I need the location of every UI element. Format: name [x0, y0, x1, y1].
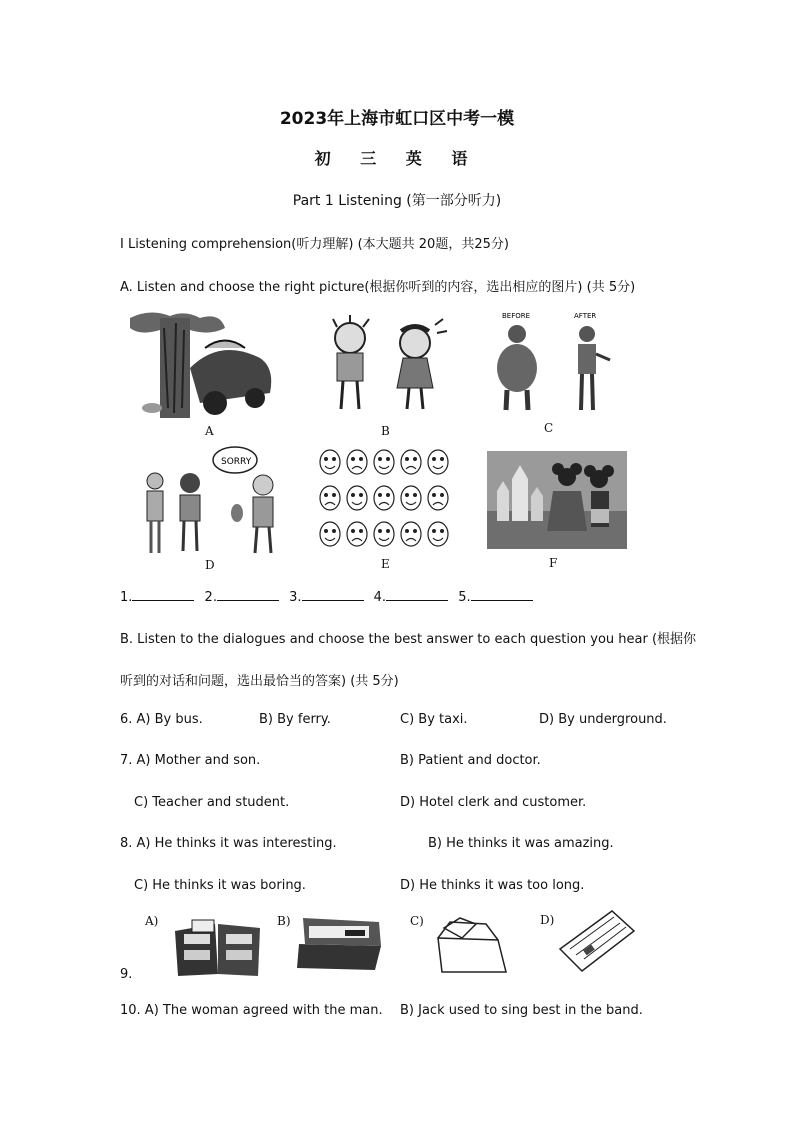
long-wallet-picture: [556, 909, 636, 975]
blank-label: 2.: [204, 590, 217, 605]
emoji-face-icon: [320, 450, 340, 474]
emoji-faces-picture: [318, 448, 452, 554]
q9-option-label: D): [540, 913, 555, 927]
open-wallet-cards-picture: [170, 916, 265, 978]
q9-number: 9.: [120, 967, 133, 982]
folded-wallet-picture: [428, 914, 518, 976]
blank-label: 3.: [289, 590, 302, 605]
emoji-face-icon: [374, 522, 394, 546]
answer-blank[interactable]: [302, 588, 364, 601]
emoji-face-icon: [374, 450, 394, 474]
section-b-heading: B. Listen to the dialogues and choose the best answer to each question you hear (根据你: [120, 632, 697, 647]
emoji-face-icon: [374, 486, 394, 510]
emoji-face-icon: [320, 486, 340, 510]
emoji-face-icon: [401, 522, 421, 546]
answer-blank[interactable]: [132, 588, 194, 601]
picture-label: E: [381, 557, 390, 571]
q9-option-label: C): [410, 914, 424, 928]
after-text: AFTER: [574, 312, 597, 320]
before-text: BEFORE: [502, 312, 531, 320]
emoji-face-icon: [428, 450, 448, 474]
emoji-face-icon: [401, 450, 421, 474]
q8-option-a: 8. A) He thinks it was interesting.: [120, 836, 337, 851]
page-title: 2023年上海市虹口区中考一模: [279, 109, 515, 129]
emoji-face-icon: [428, 522, 448, 546]
picture-label: F: [549, 556, 558, 570]
picture-label: C: [544, 421, 554, 435]
emoji-face-icon: [401, 486, 421, 510]
emoji-face-icon: [428, 486, 448, 510]
blank-label: 1.: [120, 590, 133, 605]
q8-option-d: D) He thinks it was too long.: [400, 878, 585, 893]
tree-car-accident-picture: [130, 308, 280, 420]
wallet-picture: [295, 914, 385, 972]
before-after-weight-picture: [492, 310, 622, 412]
q7-option-c: C) Teacher and student.: [134, 795, 290, 810]
q10-option-b: B) Jack used to sing best in the band.: [400, 1003, 643, 1018]
part-heading: Part 1 Listening (第一部分听力): [292, 193, 502, 209]
q6-option-c: C) By taxi.: [400, 712, 468, 727]
blank-label: 5.: [458, 590, 471, 605]
q9-option-label: B): [277, 914, 291, 928]
q7-option-b: B) Patient and doctor.: [400, 753, 541, 768]
section-b-heading-cont: 听到的对话和问题，选出最恰当的答案) (共 5分): [120, 674, 399, 689]
answer-blank[interactable]: [217, 588, 279, 601]
picture-label: D: [205, 558, 215, 572]
page-subtitle: 初 三 英 语: [314, 149, 480, 168]
angry-children-picture: [315, 313, 450, 413]
castle-mouse-characters-picture: [487, 451, 627, 549]
answer-blank[interactable]: [471, 588, 533, 601]
picture-label: B: [381, 424, 390, 438]
q10-option-a: 10. A) The woman agreed with the man.: [120, 1003, 383, 1018]
emoji-face-icon: [320, 522, 340, 546]
q6-option-b: B) By ferry.: [259, 712, 331, 727]
section-a-heading: A. Listen and choose the right picture(根据你听到的内容，选出相应的图片) (共 5分): [120, 280, 636, 295]
blank-label: 4.: [373, 590, 387, 605]
bubble-text: SORRY: [221, 457, 252, 467]
emoji-face-icon: [347, 522, 367, 546]
q9-option-label: A): [145, 914, 159, 928]
answer-blank[interactable]: [386, 588, 448, 601]
emoji-face-icon: [347, 486, 367, 510]
picture-label: A: [205, 424, 214, 438]
section-heading: I Listening comprehension(听力理解) (本大题共 20题，共25分): [120, 237, 509, 252]
q8-option-b: B) He thinks it was amazing.: [428, 836, 614, 851]
emoji-face-icon: [347, 450, 367, 474]
q7-option-d: D) Hotel clerk and customer.: [400, 795, 587, 810]
q7-option-a: 7. A) Mother and son.: [120, 753, 261, 768]
q6-option-a: 6. A) By bus.: [120, 712, 203, 727]
q6-option-d: D) By underground.: [539, 712, 667, 727]
children-sorry-picture: [133, 443, 278, 555]
answer-blanks-row: [120, 588, 539, 605]
q8-option-c: C) He thinks it was boring.: [134, 878, 306, 893]
